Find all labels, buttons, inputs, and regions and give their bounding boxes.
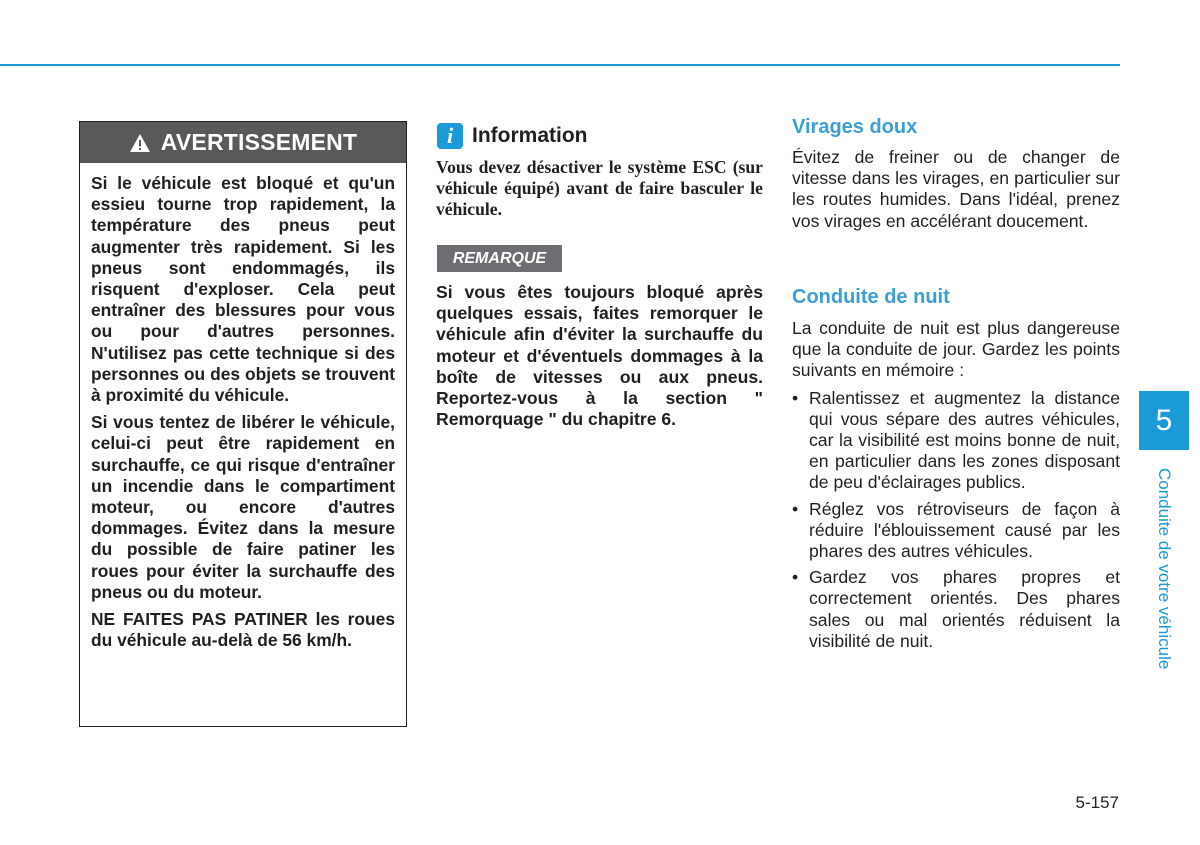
nuit-intro: La conduite de nuit est plus dangereuse que la conduite de jour. Gardez les points suivants en mémoire : xyxy=(792,318,1120,381)
top-rule xyxy=(0,64,1120,66)
remarque-label: REMARQUE xyxy=(437,245,562,272)
warning-paragraph: NE FAITES PAS PATINER les roues du véhicule au-delà de 56 km/h. xyxy=(91,609,395,651)
info-icon: i xyxy=(437,123,463,149)
page-number: 5-157 xyxy=(1075,793,1119,812)
information-heading xyxy=(437,123,588,149)
chapter-title: Conduite de votre véhicule xyxy=(1155,468,1174,670)
warning-body xyxy=(80,163,406,651)
warning-triangle-icon xyxy=(129,133,151,153)
list-item: • Ralentissez et augmentez la distance qui vous sépare des autres véhicules, car la visibilité est moins bonne de nuit, en particulier dans les zones disposant de peu d'éclairages publics. xyxy=(792,388,1120,494)
virages-text: Évitez de freiner ou de changer de vitesse dans les virages, en particulier sur les routes humides. Dans l'idéal, prenez vos virages en accélérant doucement. xyxy=(792,147,1120,231)
warning-title: AVERTISSEMENT xyxy=(160,129,358,155)
warning-paragraph: Si vous tentez de libérer le véhicule, celui-ci peut être rapidement en surchauffe, ce qui risque d'entraîner un incendie dans le compartiment moteur, ou encore d'autres dommages. Évitez dans la mesure du possible de faire patiner les roues pour éviter la surchauffe des pneus ou du moteur. xyxy=(91,412,395,602)
virages-heading: Virages doux xyxy=(792,116,918,138)
warning-box xyxy=(79,121,407,727)
nuit-heading: Conduite de nuit xyxy=(792,286,950,308)
warning-paragraph: Si le véhicule est bloqué et qu'un essieu tourne trop rapidement, la température des pneus peut augmenter très rapidement. Si les pneus sont endommagés, ils risquent d'exploser. Cela peut entraîner des blessures pour vous ou pour d'autres personnes. N'utilisez pas cette technique si des personnes ou des objets se trouvent à proximité du véhicule. xyxy=(91,173,395,406)
nuit-section xyxy=(792,286,1120,657)
chapter-title-tab xyxy=(1150,458,1178,680)
virages-section xyxy=(792,116,1120,232)
chapter-number-tab: 5 xyxy=(1139,391,1189,450)
information-text: Vous devez désactiver le système ESC (sur véhicule équipé) avant de faire basculer le véhicule. xyxy=(436,157,763,219)
nuit-bullet-list xyxy=(792,388,1120,652)
remarque-text: Si vous êtes toujours bloqué après quelques essais, faites remorquer le véhicule afin d'éviter la surchauffe du moteur et d'éventuels dommages à la boîte de vitesses ou aux pneus. Reportez-vous à la section " Remorquage " du chapitre 6. xyxy=(436,282,763,430)
list-item: • Réglez vos rétroviseurs de façon à réduire l'éblouissement causé par les phares des autres véhicules. xyxy=(792,499,1120,563)
warning-header xyxy=(80,122,406,163)
list-item: • Gardez vos phares propres et correctement orientés. Des phares sales ou mal orientés réduisent la visibilité de nuit. xyxy=(792,567,1120,652)
information-title: Information xyxy=(472,124,588,147)
